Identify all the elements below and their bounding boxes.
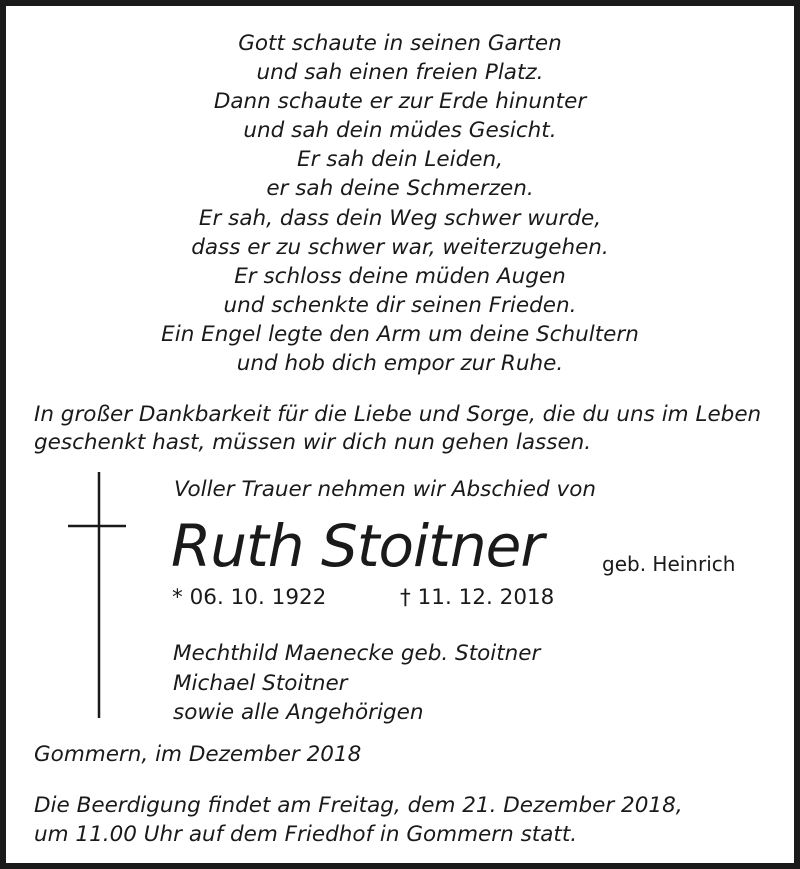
place-date: Gommern, im Dezember 2018 — [34, 742, 362, 767]
poem-line: Er sah dein Leiden, — [297, 147, 503, 173]
poem-line: Er schloss deine müden Augen — [234, 263, 566, 289]
mourners-list — [173, 639, 540, 728]
poem-line: und sah dein müdes Gesicht. — [243, 118, 557, 144]
poem-line: und hob dich empor zur Ruhe. — [236, 351, 564, 377]
thanks-text — [34, 401, 761, 457]
farewell-intro: Voller Trauer nehmen wir Abschied von — [174, 477, 596, 502]
birth-date: * 06. 10. 1922 — [172, 585, 327, 610]
poem-line: Er sah, dass dein Weg schwer wurde, — [198, 205, 602, 231]
mourner-name: Michael Stoitner — [173, 670, 348, 696]
poem-line: dass er zu schwer war, weiterzugehen. — [191, 234, 609, 260]
poem-line: Dann schaute er zur Erde hinunter — [213, 89, 587, 115]
thanks-line: In großer Dankbarkeit für die Liebe und Sorge, die du uns im Leben — [34, 402, 762, 427]
cross-icon — [68, 472, 128, 718]
funeral-line: Die Beerdigung findet am Freitag, dem 21. Dezember 2018, — [34, 793, 683, 818]
funeral-line: um 11.00 Uhr auf dem Friedhof in Gommern statt. — [34, 822, 578, 847]
poem-line: Gott schaute in seinen Garten — [238, 31, 562, 56]
poem-line: und sah einen freien Platz. — [256, 60, 544, 86]
death-date: † 11. 12. 2018 — [400, 585, 555, 610]
poem-line: er sah deine Schmerzen. — [266, 176, 534, 202]
maiden-name: geb. Heinrich — [602, 552, 736, 576]
poem-line: und schenkte dir seinen Frieden. — [223, 292, 577, 318]
funeral-info — [34, 791, 683, 849]
poem — [12, 29, 788, 378]
poem-line: Ein Engel legte den Arm um deine Schultern — [161, 321, 639, 347]
thanks-line: geschenkt hast, müssen wir dich nun gehen lassen. — [34, 430, 592, 455]
deceased-name: Ruth Stoitner — [171, 512, 544, 580]
mourner-name: sowie alle Angehörigen — [173, 700, 424, 725]
mourner-name: Mechthild Maenecke geb. Stoitner — [173, 641, 541, 666]
